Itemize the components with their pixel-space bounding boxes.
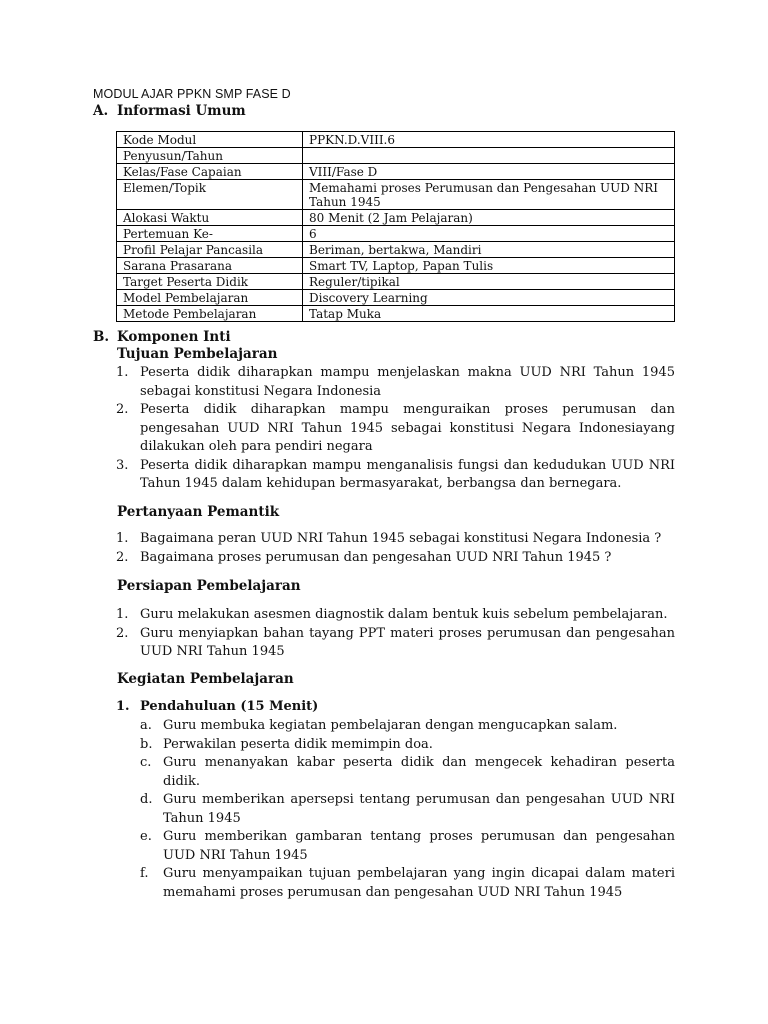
pemantik-list	[116, 530, 675, 567]
list-item	[140, 791, 675, 828]
section-b-heading	[93, 329, 231, 345]
list-item	[140, 736, 675, 755]
list-item	[116, 549, 675, 568]
tujuan-heading: Tujuan Pembelajaran	[117, 346, 278, 362]
kegiatan-heading: Kegiatan Pembelajaran	[117, 671, 294, 687]
info-value: Discovery Learning	[303, 290, 675, 306]
list-item	[140, 754, 675, 791]
list-item-text: Peserta didik diharapkan mampu menguraikan proses perumusan dan pengesahan UUD NRI Tahun 1945 sebagai konstitusi Negara Indonesiayang dilakukan oleh para pendiri negara	[140, 402, 675, 454]
info-value: VIII/Fase D	[303, 164, 675, 180]
info-value: 6	[303, 226, 675, 242]
list-item-text: Perwakilan peserta didik memimpin doa.	[163, 736, 433, 752]
list-item	[116, 530, 675, 549]
info-row	[117, 258, 675, 274]
info-row	[117, 306, 675, 322]
info-row	[117, 290, 675, 306]
info-value: 80 Menit (2 Jam Pelajaran)	[303, 210, 675, 226]
list-item-text: Peserta didik diharapkan mampu menjelaskan makna UUD NRI Tahun 1945 sebagai konstitusi Negara Indonesia	[140, 365, 675, 399]
info-key: Pertemuan Ke-	[117, 226, 303, 242]
list-item-number: e.	[140, 829, 152, 844]
list-item-text: Bagaimana peran UUD NRI Tahun 1945 sebagai konstitusi Negara Indonesia ?	[140, 531, 662, 546]
info-key: Penyusun/Tahun	[117, 148, 303, 164]
list-item	[116, 401, 675, 457]
list-item-number: d.	[140, 792, 153, 807]
persiapan-list	[116, 606, 675, 662]
info-value: Tatap Muka	[303, 306, 675, 322]
section-b-number: B.	[93, 329, 110, 345]
info-row	[117, 132, 675, 148]
info-row	[117, 226, 675, 242]
list-item-text: Guru menanyakan kabar peserta didik dan mengecek kehadiran peserta didik.	[163, 755, 675, 789]
info-key: Elemen/Topik	[117, 180, 303, 210]
section-a-heading	[93, 103, 246, 119]
list-item-number: 2.	[116, 625, 129, 641]
tujuan-list	[116, 364, 675, 494]
list-item	[116, 457, 675, 494]
info-key: Sarana Prasarana	[117, 258, 303, 274]
list-item-number: 2.	[116, 549, 129, 565]
info-key: Kelas/Fase Capaian	[117, 164, 303, 180]
list-item-text: Guru melakukan asesmen diagnostik dalam bentuk kuis sebelum pembelajaran.	[140, 607, 668, 622]
info-key: Kode Modul	[117, 132, 303, 148]
persiapan-heading: Persiapan Pembelajaran	[117, 578, 301, 594]
pendahuluan-list	[116, 698, 675, 717]
info-row	[117, 274, 675, 290]
list-item-number: 1.	[116, 531, 129, 546]
list-item-text: Peserta didik diharapkan mampu menganalisis fungsi dan kedudukan UUD NRI Tahun 1945 dalam kehidupan bermasyarakat, berbangsa dan bernegara.	[140, 457, 675, 491]
list-item	[140, 717, 675, 736]
info-value	[303, 148, 675, 164]
list-item	[140, 828, 675, 865]
list-item	[116, 606, 675, 625]
section-a-number: A.	[93, 103, 109, 119]
info-value: Memahami proses Perumusan dan Pengesahan UUD NRI Tahun 1945	[303, 180, 675, 210]
list-item-text: Guru membuka kegiatan pembelajaran dengan mengucapkan salam.	[163, 718, 618, 733]
info-value: Beriman, bertakwa, Mandiri	[303, 242, 675, 258]
list-item	[116, 364, 675, 401]
info-value: Reguler/tipikal	[303, 274, 675, 290]
list-item-number: 1.	[116, 365, 129, 380]
list-item-number: 2.	[116, 402, 129, 417]
list-item-number: 1.	[116, 607, 129, 622]
section-a-title: Informasi Umum	[117, 103, 246, 119]
list-item-number: a.	[140, 718, 152, 733]
list-item-number: 3.	[116, 457, 129, 473]
pendahuluan-title: Pendahuluan (15 Menit)	[140, 699, 319, 714]
pendahuluan-number: 1.	[116, 699, 130, 714]
info-key: Target Peserta Didik	[117, 274, 303, 290]
info-key: Metode Pembelajaran	[117, 306, 303, 322]
list-item	[140, 865, 675, 902]
document-title: MODUL AJAR PPKN SMP FASE D	[93, 87, 291, 101]
info-key: Model Pembelajaran	[117, 290, 303, 306]
info-value: PPKN.D.VIII.6	[303, 132, 675, 148]
info-value: Smart TV, Laptop, Papan Tulis	[303, 258, 675, 274]
list-item-text: Guru menyampaikan tujuan pembelajaran yang ingin dicapai dalam materi memahami proses perumusan dan pengesahan UUD NRI Tahun 1945	[163, 866, 675, 900]
info-row	[117, 210, 675, 226]
list-item	[116, 625, 675, 662]
info-row	[117, 242, 675, 258]
info-row	[117, 148, 675, 164]
info-table	[116, 131, 675, 322]
pemantik-heading: Pertanyaan Pemantik	[117, 504, 280, 520]
list-item-text: Guru menyiapkan bahan tayang PPT materi proses perumusan dan pengesahan UUD NRI Tahun 1945	[140, 625, 675, 659]
section-b-title: Komponen Inti	[117, 329, 231, 345]
info-key: Alokasi Waktu	[117, 210, 303, 226]
list-item-text: Guru memberikan gambaran tentang proses perumusan dan pengesahan UUD NRI Tahun 1945	[163, 829, 675, 863]
info-row	[117, 164, 675, 180]
list-item-number: f.	[140, 866, 149, 881]
info-key: Profil Pelajar Pancasila	[117, 242, 303, 258]
info-row	[117, 180, 675, 210]
list-item-number: c.	[140, 755, 152, 770]
kegiatan-sub-list	[140, 717, 675, 902]
list-item-text: Guru memberikan apersepsi tentang perumusan dan pengesahan UUD NRI Tahun 1945	[163, 792, 675, 826]
list-item-text: Bagaimana proses perumusan dan pengesahan UUD NRI Tahun 1945 ?	[140, 549, 612, 565]
pendahuluan-item	[116, 698, 675, 717]
list-item-number: b.	[140, 736, 153, 752]
